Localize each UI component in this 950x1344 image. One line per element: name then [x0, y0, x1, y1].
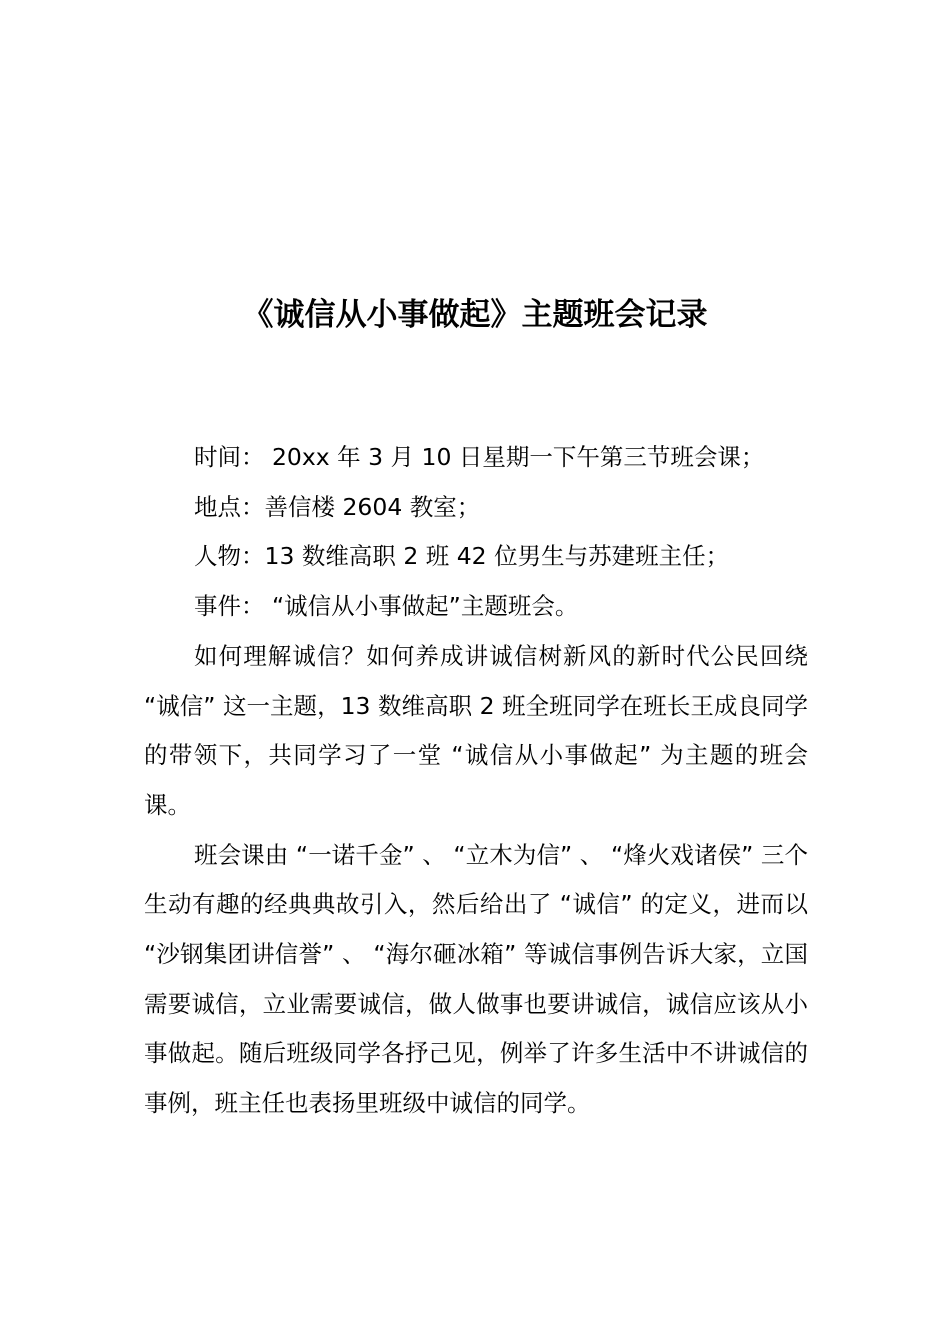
document-title: 《诚信从小事做起》主题班会记录 [242, 297, 708, 333]
paragraph-intro: 如何理解诚信？如何养成讲诚信树新风的新时代公民回绕 “诚信” 这一主题，13 数维高职 2 班全班同学在班长王成良同学的带领下，共同学习了一堂 “诚信从小事做起” 为主题的班会课。 [144, 641, 808, 819]
info-people: 人物：13 数维高职 2 班 42 位男生与苏建班主任； [194, 542, 730, 571]
document-body [144, 433, 808, 1129]
paragraph-content: 班会课由 “一诺千金” 、 “立木为信” 、 “烽火戏诸侯” 三个生动有趣的经典典故引入，然后给出了 “诚信” 的定义，进而以 “沙钢集团讲信誉” 、 “海尔砸冰箱” 等诚信事例告诉大家，立国需要诚信，立业需要诚信，做人做事也要讲诚信，诚信应该从小事做起。随后班级同学各抒己见，例举了许多生活中不讲诚信的事例，班主任也表扬里班级中诚信的同学。 [144, 840, 808, 1118]
info-time: 时间： 20xx 年 3 月 10 日星期一下午第三节班会课； [194, 443, 765, 471]
info-location: 地点：善信楼 2604 教室； [194, 492, 481, 521]
info-event: 事件： “诚信从小事做起”主题班会。 [194, 592, 579, 621]
